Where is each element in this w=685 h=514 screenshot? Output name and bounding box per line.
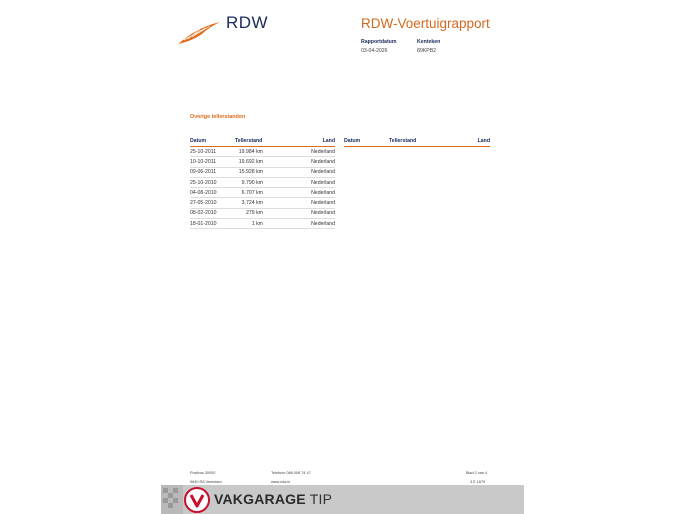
- col-country-header: Land: [263, 137, 335, 147]
- footer-phone: Telefoon 088 008 74 47: [271, 471, 311, 475]
- checkered-flag-icon: [161, 485, 183, 514]
- plate-label: Kenteken: [417, 39, 441, 45]
- row-country: Nederland: [263, 157, 335, 167]
- table-header-row: [344, 137, 490, 147]
- row-country: Nederland: [263, 167, 335, 177]
- col-odometer-header: Tellerstand: [235, 137, 263, 147]
- row-odometer: 279 km: [235, 208, 263, 218]
- footer-website[interactable]: www.rdw.nl: [271, 480, 290, 484]
- row-country: Nederland: [263, 208, 335, 218]
- row-date: 08-02-2010: [190, 208, 235, 218]
- table-row: [190, 208, 335, 218]
- footer-code: 3 E 1679: [470, 480, 486, 484]
- table-row: [190, 177, 335, 187]
- vakgarage-banner[interactable]: [161, 485, 524, 514]
- row-country: Nederland: [263, 177, 335, 187]
- plate-value: 89KPB2: [417, 48, 437, 54]
- row-date: 25-10-2011: [190, 147, 235, 157]
- report-date-value: 03-04-2026: [361, 48, 388, 54]
- row-date: 27-05-2010: [190, 198, 235, 208]
- banner-label: [214, 491, 332, 507]
- row-date: 10-10-2011: [190, 157, 235, 167]
- row-country: Nederland: [263, 219, 335, 229]
- vakgarage-logo-icon: [184, 487, 210, 513]
- row-date: 09-06-2011: [190, 167, 235, 177]
- section-title: Overige tellerstanden: [190, 114, 246, 120]
- col-date-header: Datum: [190, 137, 235, 147]
- row-date: 18-01-2010: [190, 219, 235, 229]
- row-odometer: 9.790 km: [235, 177, 263, 187]
- col-odometer-header: Tellerstand: [389, 137, 417, 147]
- banner-suffix: TIP: [309, 491, 333, 507]
- footer-address-2: 9640 RA Veendam: [190, 480, 222, 484]
- report-date-block: [361, 39, 396, 54]
- row-odometer: 15.928 km: [235, 167, 263, 177]
- footer-page-number: Blad 2 van 4: [466, 471, 488, 475]
- odometer-table-continued: [344, 137, 490, 147]
- rdw-logo-icon: [176, 20, 222, 46]
- report-date-label: Rapportdatum: [361, 39, 397, 45]
- row-date: 04-08-2010: [190, 188, 235, 198]
- row-odometer: 3.724 km: [235, 198, 263, 208]
- row-country: Nederland: [263, 147, 335, 157]
- row-country: Nederland: [263, 198, 335, 208]
- report-title: RDW-Voertuigrapport: [361, 16, 490, 31]
- footer-address-1: Postbus 30000: [190, 471, 216, 475]
- banner-brand: VAKGARAGE: [214, 491, 306, 507]
- row-date: 25-10-2010: [190, 177, 235, 187]
- table-row: [190, 157, 335, 167]
- odometer-table: [190, 137, 335, 229]
- row-odometer: 19.692 km: [235, 157, 263, 167]
- table-row: [190, 147, 335, 157]
- table-row: [190, 167, 335, 177]
- table-row: [190, 198, 335, 208]
- row-odometer: 6.707 km: [235, 188, 263, 198]
- plate-block: [417, 39, 440, 54]
- table-row: [190, 219, 335, 229]
- table-header-row: [190, 137, 335, 147]
- table-row: [190, 188, 335, 198]
- brand-name: RDW: [226, 13, 269, 32]
- row-country: Nederland: [263, 188, 335, 198]
- row-odometer: 19.984 km: [235, 147, 263, 157]
- col-country-header: Land: [417, 137, 490, 147]
- col-date-header: Datum: [344, 137, 389, 147]
- row-odometer: 1 km: [235, 219, 263, 229]
